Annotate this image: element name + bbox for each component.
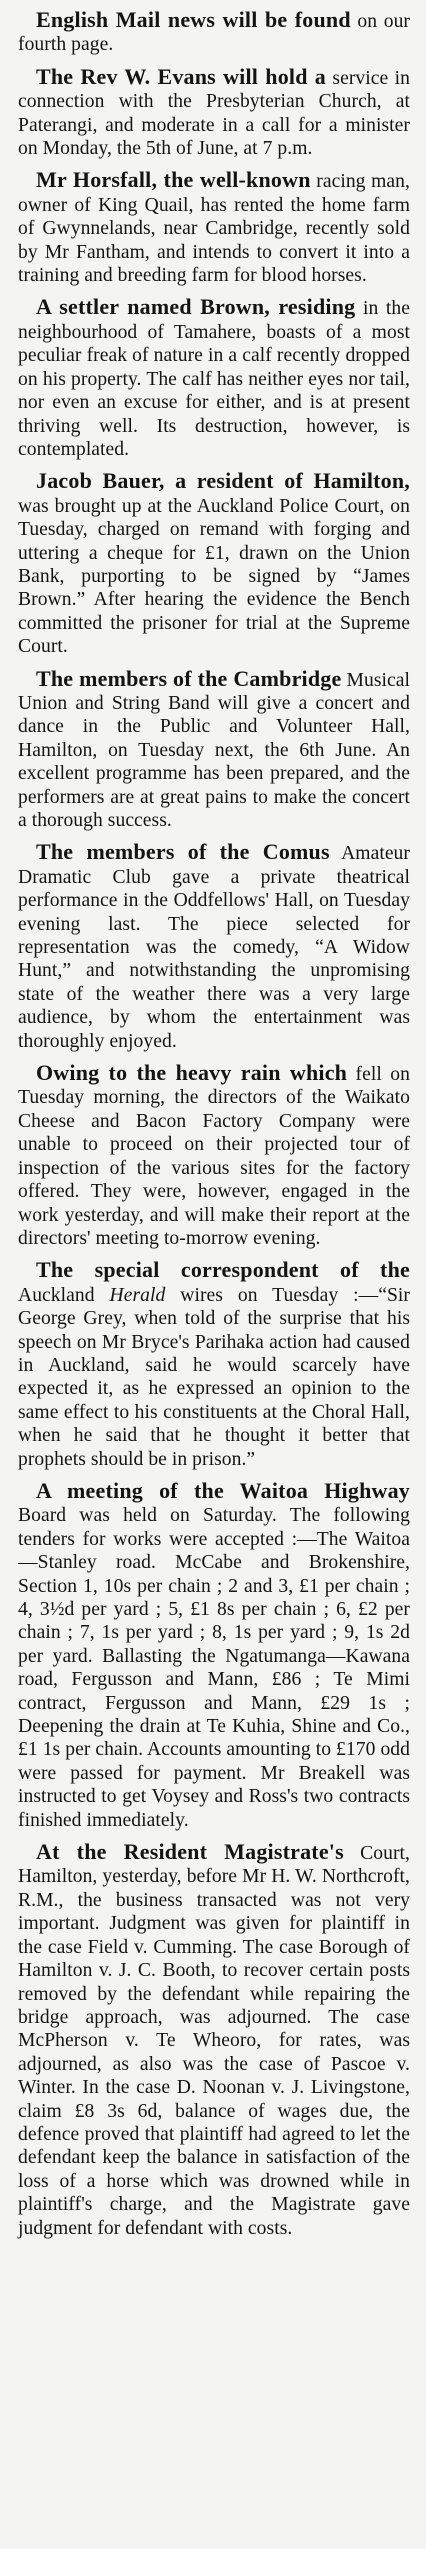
paragraph-jacob-bauer <box>18 469 410 658</box>
paragraph-italic-text: Herald <box>109 1284 166 1306</box>
paragraph-special-correspondent <box>18 1258 410 1471</box>
paragraph-lead: A meeting of the Waitoa Highway <box>36 1477 410 1503</box>
paragraph-text: on our fourth page. <box>18 11 410 56</box>
paragraph-lead: At the Resident Magistrate's <box>36 1839 344 1865</box>
paragraph-text: Musical Union and String Band will give a concert and dance in the Public and Volunteer Hall, Hamilton, on Tuesday next, the 6th June. An excellent programme has been prepared, and the performers are at great pains to make the concert a thorough success. <box>18 669 410 831</box>
paragraph-lead: The Rev W. Evans will hold a <box>36 63 327 89</box>
paragraph-text: racing man, owner of King Quail, has rented the home farm of Gwynnelands, near Cambridge, recently sold by Mr Fantham, and intends to convert it into a training and breeding farm for blood horses. <box>18 171 410 287</box>
paragraph-resident-magistrate <box>18 1840 410 2240</box>
paragraph-lead: Jacob Bauer, a resident of Hamilton, <box>36 468 410 494</box>
paragraph-lead: Owing to the heavy rain which <box>36 1060 348 1086</box>
paragraph-text: service in connection with the Presbyterian Church, at Paterangi, and moderate in a call for a minister on Monday, the 5th of June, at 7 p.m. <box>18 67 410 160</box>
paragraph-text: Amateur Dramatic Club gave a private theatrical performance in the Oddfellows' Hall, on Tuesday evening last. The piece selected for representation was the comedy, “A Widow Hunt,” and notwithstanding the unpromising state of the weather there was a very large audience, by whom the entertainment was thoroughly enjoyed. <box>18 843 410 1052</box>
paragraph-lead: The members of the Comus <box>36 839 330 865</box>
paragraph-lead: A settler named Brown, residing <box>36 294 356 320</box>
paragraph-heavy-rain <box>18 1061 410 1250</box>
paragraph-text: wires on Tuesday :—“Sir George Grey, when told of the surprise that his speech on Mr Bryce's Parihaka action had caused in Auckland, said he would scarcely have expected it, as he expressed an opinion to the same effect to his constituents at the Choral Hall, when he said that he thought it better that prophets should be in prison.” <box>18 1284 411 1470</box>
paragraph-lead: The special correspondent of the <box>36 1257 410 1283</box>
paragraph-text-before: Auckland <box>18 1284 110 1306</box>
paragraph-text: fell on Tuesday morning, the directors of the Waikato Cheese and Bacon Factory Company were unable to proceed on their projected tour of inspection of the various sites for the factory offered. They were, however, engaged in the work yesterday, and will make their report at the directors' meeting to-morrow evening. <box>18 1064 410 1249</box>
paragraph-lead: Mr Horsfall, the well-known <box>36 167 311 193</box>
paragraph-cambridge-musical-union <box>18 667 410 833</box>
paragraph-text: in the neighbourhood of Tamahere, boasts of a most peculiar freak of nature in a calf recently dropped on his property. The calf has neither eyes nor tail, nor even an excuse for either, and is at present thriving well. Its destruction, however, is contemplated. <box>18 298 411 460</box>
paragraph-text: Court, Hamilton, yesterday, before Mr H. W. Northcroft, R.M., the business transacted was not very important. Judgment was given for plaintiff in the case Field v. Cumming. The case Borough of Hamilton v. J. C. Booth, to recover certain posts removed by the defendant while repairing the bridge approach, was adjourned. The case McPherson v. Te Wheoro, for rates, was adjourned, as also was the case of Pascoe v. Winter. In the case D. Noonan v. J. Livingstone, claim £8 3s 6d, balance of wages due, the defence proved that plaintiff had agreed to let the defendant keep the balance in satisfaction of the loss of a horse which was drowned while in plaintiff's charge, and the Magistrate gave judgment for defendant with costs. <box>18 1843 411 2239</box>
paragraph-text: was brought up at the Auckland Police Court, on Tuesday, charged on remand with forging and uttering a cheque for £1, drawn on the Union Bank, purporting to be signed by “James Brown.” After hearing the evidence the Bench committed the prisoner for trial at the Supreme Court. <box>18 495 410 658</box>
paragraph-waitoa-highway-board <box>18 1479 410 1832</box>
paragraph-horsfall <box>18 168 410 287</box>
paragraph-mail-news <box>18 8 410 57</box>
paragraph-rev-evans <box>18 65 410 161</box>
paragraph-text: Board was held on Saturday. The following tenders for works were accepted :—The Waitoa—Stanley road. McCabe and Brokenshire, Section 1, 10s per chain ; 2 and 3, £1 per chain ; 4, 3½d per yard ; 5, £1 8s per chain ; 6, £2 per chain ; 7, 1s per yard ; 8, 1s per yard ; 9, 1s 2d per yard. Ballasting the Ngatumanga—Kawana road, Fergusson and Mann, £86 ; Te Mimi contract, Fergusson and Mann, £29 1s ; Deepening the drain at Te Kuhia, Shine and Co., £1 1s per chain. Accounts amounting to £170 odd were passed for payment. Mr Breakell was instructed to get Voysey and Ross's two contracts finished immediately. <box>18 1505 410 1831</box>
paragraph-lead: The members of the Cambridge <box>36 665 342 691</box>
paragraph-lead: English Mail news will be found <box>36 7 351 32</box>
paragraph-comus-club <box>18 840 410 1053</box>
paragraph-settler-brown <box>18 295 410 461</box>
